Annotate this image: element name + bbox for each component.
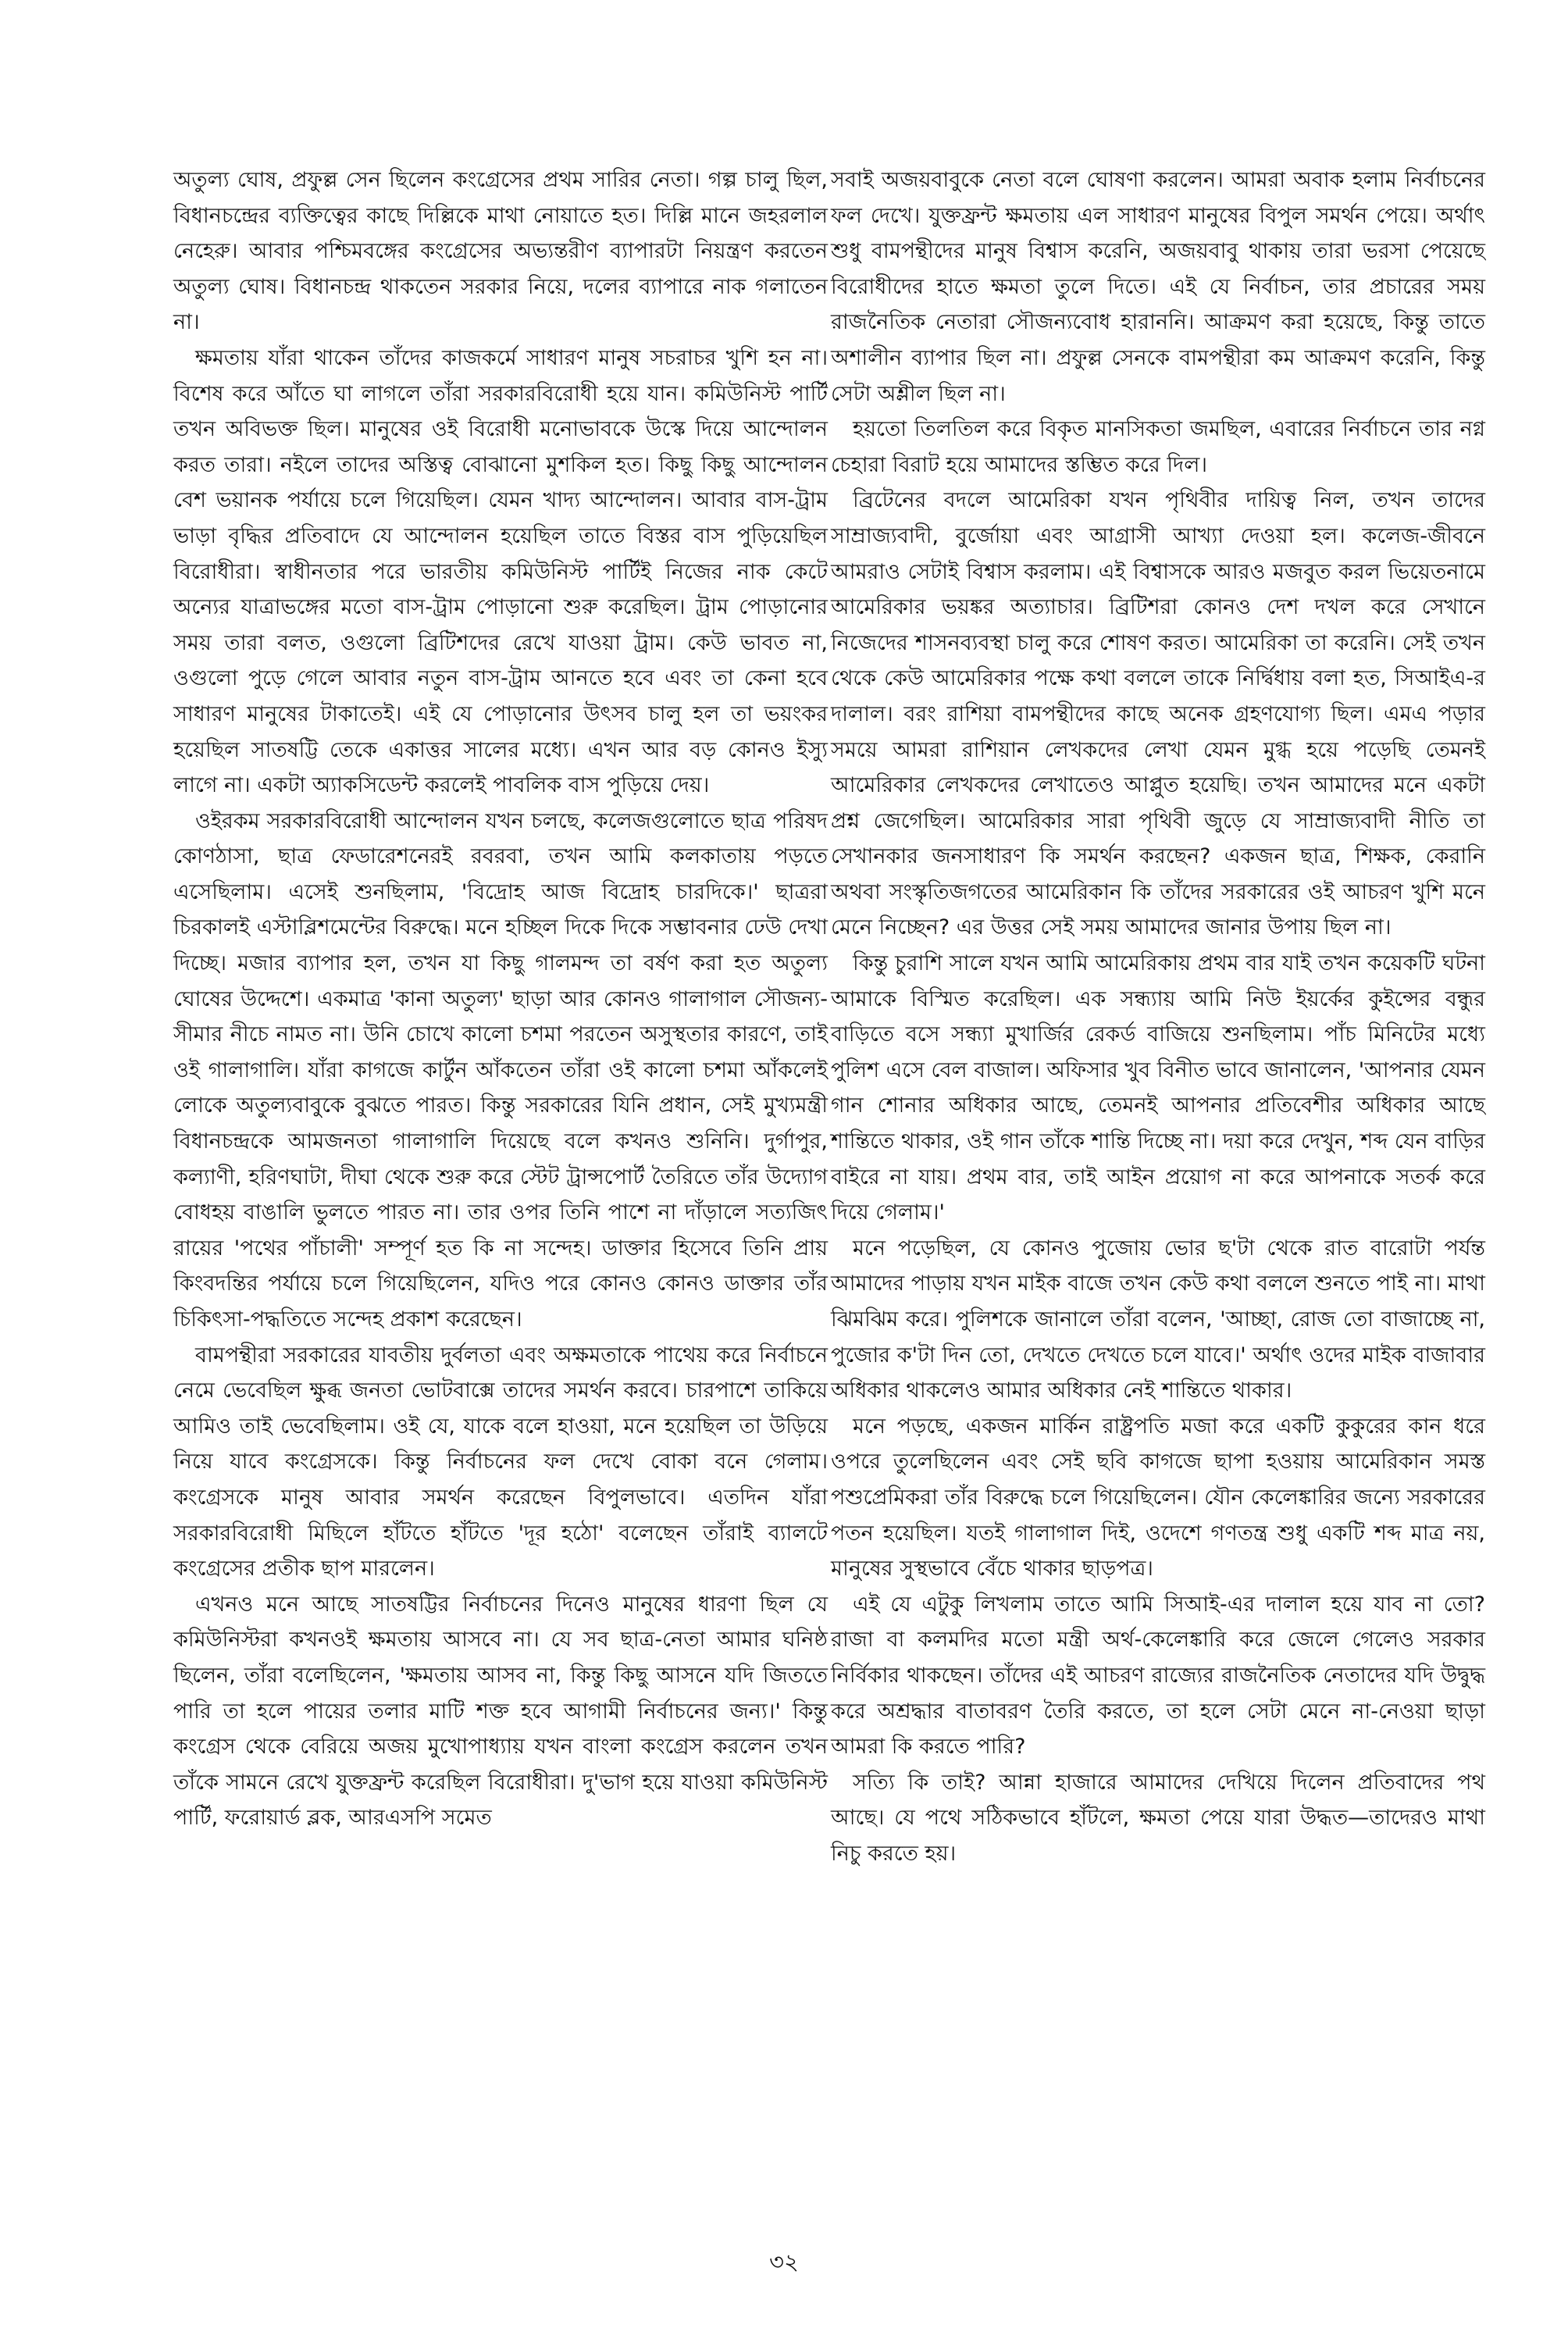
paragraph: সবাই অজয়বাবুকে নেতা বলে ঘোষণা করলেন। আমরা অবাক হলাম নির্বাচনের ফল দেখে। যুক্তফ্রন্ট ক্ষমতায় এল সাধারণ মানুষের বিপুল সমর্থন পেয়ে। অর্থাৎ শুধু বামপন্থীদের মানুষ বিশ্বাস করেনি, অজয়বাবু থাকায় তারা ভরসা পেয়েছে বিরোধীদের হাতে ক্ষমতা তুলে দিতে। এই যে নির্বাচন, তার প্রচারের সময় রাজনৈতিক নেতারা সৌজন্যবোধ হারাননি। আক্রমণ করা হয়েছে, কিন্তু তাতে অশালীন ব্যাপার ছিল না। প্রফুল্ল সেনকে বামপন্থীরা কম আক্রমণ করেনি, কিন্তু সেটা অশ্লীল ছিল না।	[831, 168, 1485, 406]
page-number: ৩২	[769, 2248, 799, 2275]
paragraph: অতুল্য ঘোষ, প্রফুল্ল সেন ছিলেন কংগ্রেসের প্রথম সারির নেতা। গল্প চালু ছিল, বিধানচন্দ্রের ব্যক্তিত্বের কাছে দিল্লিকে মাথা নোয়াতে হত। দিল্লি মানে জহরলাল নেহেরু। আবার পশ্চিমবঙ্গের কংগ্রেসের অভ্যন্তরীণ ব্যাপারটা নিয়ন্ত্রণ করতেন অতুল্য ঘোষ। বিধানচন্দ্র থাকতেন সরকার নিয়ে, দলের ব্যাপারে নাক গলাতেন না।	[173, 168, 828, 335]
paragraph: মনে পড়ছে, একজন মার্কিন রাষ্ট্রপতি মজা করে একটি কুকুরের কান ধরে ওপরে তুলেছিলেন এবং সেই ছবি কাগজে ছাপা হওয়ায় আমেরিকান সমস্ত পশুপ্রেমিকরা তাঁর বিরুদ্ধে চলে গিয়েছিলেন। যৌন কেলেঙ্কারির জন্যে সরকারের পতন হয়েছিল। যতই গালাগাল দিই, ওদেশে গণতন্ত্র শুধু একটি শব্দ মাত্র নয়, মানুষের সুস্থভাবে বেঁচে থাকার ছাড়পত্র।	[831, 1414, 1485, 1582]
paragraph: ওইরকম সরকারবিরোধী আন্দোলন যখন চলছে, কলেজগুলোতে ছাত্র পরিষদ কোণঠাসা, ছাত্র ফেডারেশনেরই রবরবা, তখন আমি কলকাতায় পড়তে এসেছিলাম। এসেই শুনছিলাম, 'বিদ্রোহ আজ বিদ্রোহ চারদিকে।' ছাত্ররা চিরকালই এস্টাব্লিশমেন্টের বিরুদ্ধে। মনে হচ্ছিল দিকে দিকে সম্ভাবনার ঢেউ দেখা দিচ্ছে। মজার ব্যাপার হল, তখন যা কিছু গালমন্দ তা বর্ষণ করা হত অতুল্য ঘোষের উদ্দেশে। একমাত্র 'কানা অতুল্য' ছাড়া আর কোনও গালাগাল সৌজন্য-সীমার নীচে নামত না। উনি চোখে কালো চশমা পরতেন অসুস্থতার কারণে, তাই ওই গালাগালি। যাঁরা কাগজে কার্টুন আঁকতেন তাঁরা ওই কালো চশমা আঁকলেই লোকে অতুল্যবাবুকে বুঝতে পারত। কিন্তু সরকারের যিনি প্রধান, সেই মুখ্যমন্ত্রী বিধানচন্দ্রকে আমজনতা গালাগালি দিয়েছে বলে কখনও শুনিনি। দুর্গাপুর, কল্যাণী, হরিণঘাটা, দীঘা থেকে শুরু করে স্টেট ট্রান্সপোর্ট তৈরিতে তাঁর উদ্যোগ বোধহয় বাঙালি ভুলতে পারত না। তার ওপর তিনি পাশে না দাঁড়ালে সত্যজিৎ রায়ের 'পথের পাঁচালী' সম্পূর্ণ হত কি না সন্দেহ। ডাক্তার হিসেবে তিনি প্রায় কিংবদন্তির পর্যায়ে চলে গিয়েছিলেন, যদিও পরে কোনও কোনও ডাক্তার তাঁর চিকিৎসা-পদ্ধতিতে সন্দেহ প্রকাশ করেছেন।	[173, 808, 828, 1332]
left-text-column	[173, 162, 828, 1836]
paragraph: হয়তো তিলতিল করে বিকৃত মানসিকতা জমছিল, এবারের নির্বাচনে তার নগ্ন চেহারা বিরাট হয়ে আমাদের স্তম্ভিত করে দিল।	[831, 417, 1485, 477]
paragraph: এখনও মনে আছে সাতষট্টির নির্বাচনের দিনেও মানুষের ধারণা ছিল যে কমিউনিস্টরা কখনওই ক্ষমতায় আসবে না। যে সব ছাত্র-নেতা আমার ঘনিষ্ঠ ছিলেন, তাঁরা বলেছিলেন, 'ক্ষমতায় আসব না, কিন্তু কিছু আসনে যদি জিততে পারি তা হলে পায়ের তলার মাটি শক্ত হবে আগামী নির্বাচনের জন্য।' কিন্তু কংগ্রেস থেকে বেরিয়ে অজয় মুখোপাধ্যায় যখন বাংলা কংগ্রেস করলেন তখন তাঁকে সামনে রেখে যুক্তফ্রন্ট করেছিল বিরোধীরা। দু'ভাগ হয়ে যাওয়া কমিউনিস্ট পার্টি, ফরোয়ার্ড ব্লক, আরএসপি সমেত	[173, 1592, 828, 1831]
paragraph: ক্ষমতায় যাঁরা থাকেন তাঁদের কাজকর্মে সাধারণ মানুষ সচরাচর খুশি হন না। বিশেষ করে আঁতে ঘা লাগলে তাঁরা সরকারবিরোধী হয়ে যান। কমিউনিস্ট পার্টি তখন অবিভক্ত ছিল। মানুষের ওই বিরোধী মনোভাবকে উস্কে দিয়ে আন্দোলন করত তারা। নইলে তাদের অস্তিত্ব বোঝানো মুশকিল হত। কিছু কিছু আন্দোলন বেশ ভয়ানক পর্যায়ে চলে গিয়েছিল। যেমন খাদ্য আন্দোলন। আবার বাস-ট্রাম ভাড়া বৃদ্ধির প্রতিবাদে যে আন্দোলন হয়েছিল তাতে বিস্তর বাস পুড়িয়েছিল বিরোধীরা। স্বাধীনতার পরে ভারতীয় কমিউনিস্ট পার্টিই নিজের নাক কেটে অন্যের যাত্রাভঙ্গের মতো বাস-ট্রাম পোড়ানো শুরু করেছিল। ট্রাম পোড়ানোর সময় তারা বলত, ওগুলো ব্রিটিশদের রেখে যাওয়া ট্রাম। কেউ ভাবত না, ওগুলো পুড়ে গেলে আবার নতুন বাস-ট্রাম আনতে হবে এবং তা কেনা হবে সাধারণ মানুষের টাকাতেই। এই যে পোড়ানোর উৎসব চালু হল তা ভয়ংকর হয়েছিল সাতষট্টি তেকে একাত্তর সালের মধ্যে। এখন আর বড় কোনও ইস্যু লাগে না। একটা অ্যাকসিডেন্ট করলেই পাবলিক বাস পুড়িয়ে দেয়।	[173, 345, 828, 798]
right-text-column	[831, 162, 1485, 1872]
paragraph: ব্রিটেনের বদলে আমেরিকা যখন পৃথিবীর দায়িত্ব নিল, তখন তাদের সাম্রাজ্যবাদী, বুর্জোয়া এবং আগ্রাসী আখ্যা দেওয়া হল। কলেজ-জীবনে আমরাও সেটাই বিশ্বাস করলাম। এই বিশ্বাসকে আরও মজবুত করল ভিয়েতনামে আমেরিকার ভয়ঙ্কর অত্যাচার। ব্রিটিশরা কোনও দেশ দখল করে সেখানে নিজেদের শাসনব্যবস্থা চালু করে শোষণ করত। আমেরিকা তা করেনি। সেই তখন থেকে কেউ আমেরিকার পক্ষে কথা বললে তাকে নির্দ্বিধায় বলা হত, সিআইএ-র দালাল। বরং রাশিয়া বামপন্থীদের কাছে অনেক গ্রহণযোগ্য ছিল। এমএ পড়ার সময়ে আমরা রাশিয়ান লেখকদের লেখা যেমন মুগ্ধ হয়ে পড়েছি তেমনই আমেরিকার লেখকদের লেখাতেও আপ্লুত হয়েছি। তখন আমাদের মনে একটা প্রশ্ন জেগেছিল। আমেরিকার সারা পৃথিবী জুড়ে যে সাম্রাজ্যবাদী নীতি তা সেখানকার জনসাধারণ কি সমর্থন করছেন? একজন ছাত্র, শিক্ষক, কেরানি অথবা সংস্কৃতিজগতের আমেরিকান কি তাঁদের সরকারের ওই আচরণ খুশি মনে মেনে নিচ্ছেন? এর উত্তর সেই সময় আমাদের জানার উপায় ছিল না।	[831, 488, 1485, 940]
paragraph: এই যে এটুকু লিখলাম তাতে আমি সিআই-এর দালাল হয়ে যাব না তো? রাজা বা কলমদির মতো মন্ত্রী অর্থ-কেলেঙ্কারি করে জেলে গেলেও সরকার নির্বিকার থাকছেন। তাঁদের এই আচরণ রাজ্যের রাজনৈতিক নেতাদের যদি উদ্বুদ্ধ করে অশ্রদ্ধার বাতাবরণ তৈরি করতে, তা হলে সেটা মেনে না-নেওয়া ছাড়া আমরা কি করতে পারি?	[831, 1592, 1485, 1760]
paragraph: কিন্তু চুরাশি সালে যখন আমি আমেরিকায় প্রথম বার যাই তখন কয়েকটি ঘটনা আমাকে বিস্মিত করেছিল। এক সন্ধ্যায় আমি নিউ ইয়র্কের কুইন্সের বন্ধুর বাড়িতে বসে সন্ধ্যা মুখার্জির রেকর্ড বাজিয়ে শুনছিলাম। পাঁচ মিনিটের মধ্যে পুলিশ এসে বেল বাজাল। অফিসার খুব বিনীত ভাবে জানালেন, 'আপনার যেমন গান শোনার অধিকার আছে, তেমনই আপনার প্রতিবেশীর অধিকার আছে শান্তিতে থাকার, ওই গান তাঁকে শান্তি দিচ্ছে না। দয়া করে দেখুন, শব্দ যেন বাড়ির বাইরে না যায়। প্রথম বার, তাই আইন প্রয়োগ না করে আপনাকে সতর্ক করে দিয়ে গেলাম।'	[831, 951, 1485, 1225]
paragraph: সত্যি কি তাই? আন্না হাজারে আমাদের দেখিয়ে দিলেন প্রতিবাদের পথ আছে। যে পথে সঠিকভাবে হাঁটলে, ক্ষমতা পেয়ে যারা উদ্ধত—তাদেরও মাথা নিচু করতে হয়।	[831, 1770, 1485, 1866]
paragraph: বামপন্থীরা সরকারের যাবতীয় দুর্বলতা এবং অক্ষমতাকে পাথেয় করে নির্বাচনে নেমে ভেবেছিল ক্ষুব্ধ জনতা ভোটবাক্সে তাদের সমর্থন করবে। চারপাশে তাকিয়ে আমিও তাই ভেবেছিলাম। ওই যে, যাকে বলে হাওয়া, মনে হয়েছিল তা উড়িয়ে নিয়ে যাবে কংগ্রেসকে। কিন্তু নির্বাচনের ফল দেখে বোকা বনে গেলাম। কংগ্রেসকে মানুষ আবার সমর্থন করেছেন বিপুলভাবে। এতদিন যাঁরা সরকারবিরোধী মিছিলে হাঁটতে হাঁটতে 'দূর হঠো' বলেছেন তাঁরাই ব্যালটে কংগ্রেসের প্রতীক ছাপ মারলেন।	[173, 1343, 828, 1582]
paragraph: মনে পড়েছিল, যে কোনও পুজোয় ভোর ছ'টা থেকে রাত বারোটা পর্যন্ত আমাদের পাড়ায় যখন মাইক বাজে তখন কেউ কথা বললে শুনতে পাই না। মাথা ঝিমঝিম করে। পুলিশকে জানালে তাঁরা বলেন, 'আচ্ছা, রোজ তো বাজাচ্ছে না, পুজোর ক'টা দিন তো, দেখতে দেখতে চলে যাবে।' অর্থাৎ ওদের মাইক বাজাবার অধিকার থাকলেও আমার অধিকার নেই শান্তিতে থাকার।	[831, 1236, 1485, 1403]
